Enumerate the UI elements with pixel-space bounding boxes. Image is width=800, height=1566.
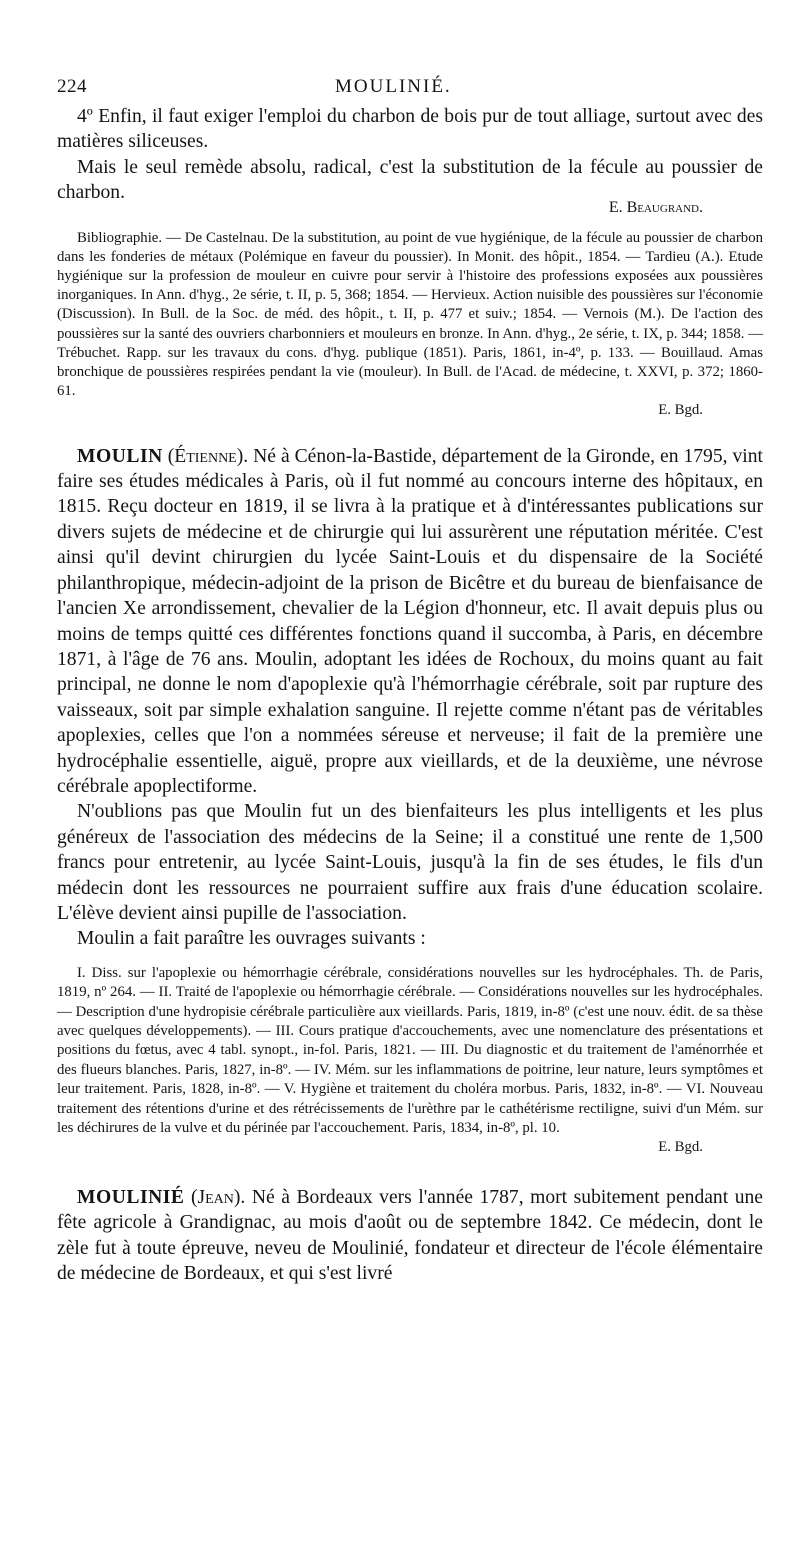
moulinie-paragraph-1 (57, 1185, 763, 1287)
bibliography-text: Bibliographie. — De Castelnau. De la substitution, au point de vue hygiénique, de la fécule au poussier de charbon dans les fonderies de métaux (Polémique en faveur du poussier). In Monit. des hôpit., 1854. — Tardieu (A.). Etude hygiénique sur la profession de mouleur en cuivre pour servir à l'histoire des professions exposées aux poussières inorganiques. In Ann. d'hyg., 2e série, t. II, p. 5, 368; 1854. — Hervieux. Action nuisible des poussières sur l'économie (Discussion). In Bull. de la Soc. de méd. des hôpit., t. II, p. 477 et suiv.; 1854. — Vernois (M.). De l'action des poussières sur la santé des ouvriers charbonniers et mouleurs en bronze. In Ann. d'hyg., 2e série, t. IX, p. 344; 1858. — Trébuchet. Rapp. sur les travaux du cons. d'hyg. publique (1851). Paris, 1861, in-4º, p. 133. — Bouillaud. Amas bronchique de poussières respirées pendant la vie (mouleur). In Bull. de l'Acad. de médecine, t. XXVI, p. 372; 1860-61. (57, 229, 763, 400)
moulin-paragraph-2: N'oublions pas que Moulin fut un des bienfaiteurs les plus intelligents et les plus généreux de l'association des médecins de la Seine; il a constitué une rente de 1,500 francs pour entretenir, au lycée Saint-Louis, jusqu'à la fin de ses études, le fils d'un médecin dont les ressources ne pourraient suffire aux frais d'une éducation scolaire. L'élève devient ainsi pupille de l'association. (57, 801, 763, 924)
page (57, 70, 763, 1286)
moulinie-given-name: (Jean). (190, 1186, 246, 1208)
intro-paragraph-1: 4º Enfin, il faut exiger l'emploi du charbon de bois pur de tout alliage, surtout avec des matières siliceuses. (57, 106, 763, 153)
moulin-paragraph-1-text: Né à Cénon-la-Bastide, département de la Gironde, en 1795, vint faire ses études médicales à Paris, où il fut nommé au concours interne des hôpitaux, en 1815. Reçu docteur en 1819, il se livra à la pratique et à d'intéressantes publications sur divers sujets de médecine et de chirurgie qui lui assurèrent une réputation méritée. C'est ainsi qu'il devint chirurgien du lycée Saint-Louis et du dispensaire de la Société philanthropique, médecin-adjoint de la prison de Bicêtre et du bureau de bienfaisance de l'ancien Xe arrondissement, chevalier de la Légion d'honneur, etc. Il avait depuis plus ou moins de temps quitté ces différentes fonctions quand il succomba, à Paris, en décembre 1871, à l'âge de 76 ans. Moulin, adoptant les idées de Rochoux, du moins quant au fait principal, ne donne le nom d'apoplexie qu'à l'hémorrhagie cérébrale, soit par rupture des vaisseaux, soit par simple exhalation sanguine. Il rejette comme n'étant pas de véritables apoplexies, celles que l'on a nommées séreuse et nerveuse; il fait de la première une hydrocéphalie essentielle, aiguë, propre aux vieillards, et de la deuxième, une névrose cérébrale apoplectiforme. (57, 445, 763, 797)
bibliography-signature: E. Bgd. (658, 402, 703, 419)
intro-signature: E. Beaugrand. (608, 198, 703, 216)
running-head: MOULINIÉ. (335, 76, 452, 97)
moulin-signature: E. Bgd. (658, 1139, 703, 1156)
moulin-works-text: I. Diss. sur l'apoplexie ou hémorrhagie cérébrale, considérations nouvelles sur les hydrocéphales. Th. de Paris, 1819, nº 264. — II. Traité de l'apoplexie ou hémorrhagie cérébrale. — Considérations nouvelles sur les hydrocéphales. — Description d'une hydropisie cérébrale particulière aux vieillards. Paris, 1819, in-8º (c'est une nouv. édit. de sa thèse avec quelques développements). — III. Cours pratique d'accouchements, avec une nomenclature des présentations et positions du fœtus, avec 4 tabl. synopt., in-fol. Paris, 1821. — III. Du diagnostic et du traitement de l'aménorrhée et des flueurs blanches. Paris, 1827, in-8º. — IV. Mém. sur les inflammations de poitrine, leur nature, leurs symptômes et leur traitement. Paris, 1828, in-8º. — V. Hygiène et traitement du choléra morbus. Paris, 1832, in-8º. — VI. Nouveau traitement des rétentions d'urine et des rétrécissements de l'urèthre par le cathétérisme rectiligne, suivi d'un Mém. sur les déchirures de la vulve et du périnée par l'accouchement. Paris, 1834, in-8º, pl. 10. (57, 964, 763, 1137)
running-header (57, 70, 763, 104)
intro-paragraph-2: Mais le seul remède absolu, radical, c'est la substitution de la fécule au poussier de charbon. (57, 156, 763, 204)
bibliography (57, 229, 763, 421)
moulin-paragraph-3: Moulin a fait paraître les ouvrages suivants : (77, 928, 426, 950)
entry-moulinie (57, 1185, 763, 1287)
page-number: 224 (57, 76, 87, 97)
moulinie-headword: MOULINIÉ (77, 1186, 185, 1208)
entry-moulin (57, 444, 763, 1158)
moulin-given-name: (Étienne). (167, 445, 249, 467)
moulin-paragraph-1 (57, 444, 763, 800)
moulinie-paragraph-1-text: Né à Bordeaux vers l'année 1787, mort subitement pendant une fête agricole à Grandignac, au mois d'août ou de septembre 1842. Ce médecin, dont le zèle fut à toute épreuve, neveu de Moulinié, fondateur et directeur de l'école élémentaire de médecine de Bordeaux, et qui s'est livré (57, 1186, 763, 1285)
moulin-works (57, 964, 763, 1158)
moulin-headword: MOULIN (77, 445, 163, 467)
